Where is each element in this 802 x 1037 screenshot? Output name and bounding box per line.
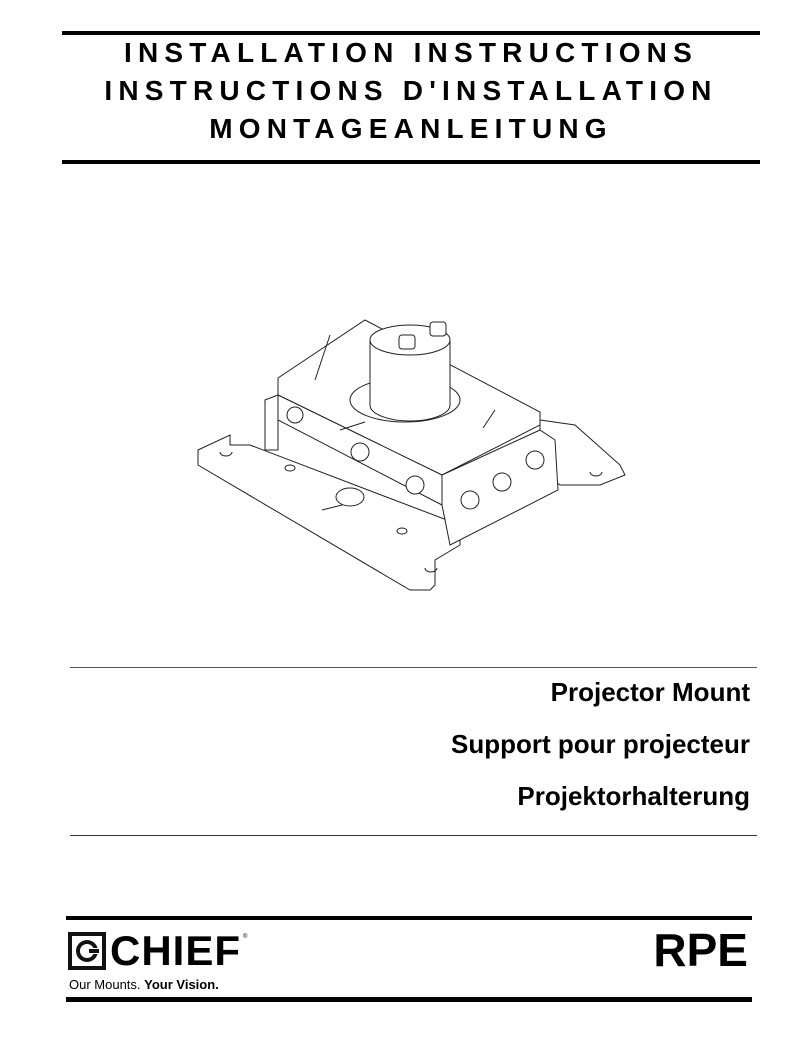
product-name-english: Projector Mount (550, 677, 750, 707)
projector-mount-illustration (180, 300, 630, 600)
product-bottom-rule (70, 835, 757, 836)
footer-top-rule (66, 916, 752, 920)
chief-logo-icon (68, 932, 106, 970)
title-french: INSTRUCTIONS D'INSTALLATION (104, 75, 718, 106)
tagline-bold: Your Vision. (144, 977, 219, 992)
bracket-left-leg (265, 395, 278, 450)
product-name-german: Projektorhalterung (517, 781, 750, 811)
top-rule (62, 31, 760, 35)
model-number: RPE (653, 924, 748, 976)
brand-name: CHIEF (110, 927, 241, 974)
product-name-french: Support pour projecteur (451, 729, 750, 759)
title-bottom-rule (62, 160, 760, 164)
footer-bottom-rule (66, 997, 752, 1002)
title-german: MONTAGEANLEITUNG (209, 113, 613, 144)
title-english: INSTALLATION INSTRUCTIONS (124, 37, 698, 68)
registered-mark: ® (243, 934, 248, 940)
brand-wordmark (110, 929, 247, 973)
tagline-plain: Our Mounts. (69, 977, 145, 992)
brand-tagline (69, 977, 219, 992)
product-top-rule (70, 667, 757, 668)
